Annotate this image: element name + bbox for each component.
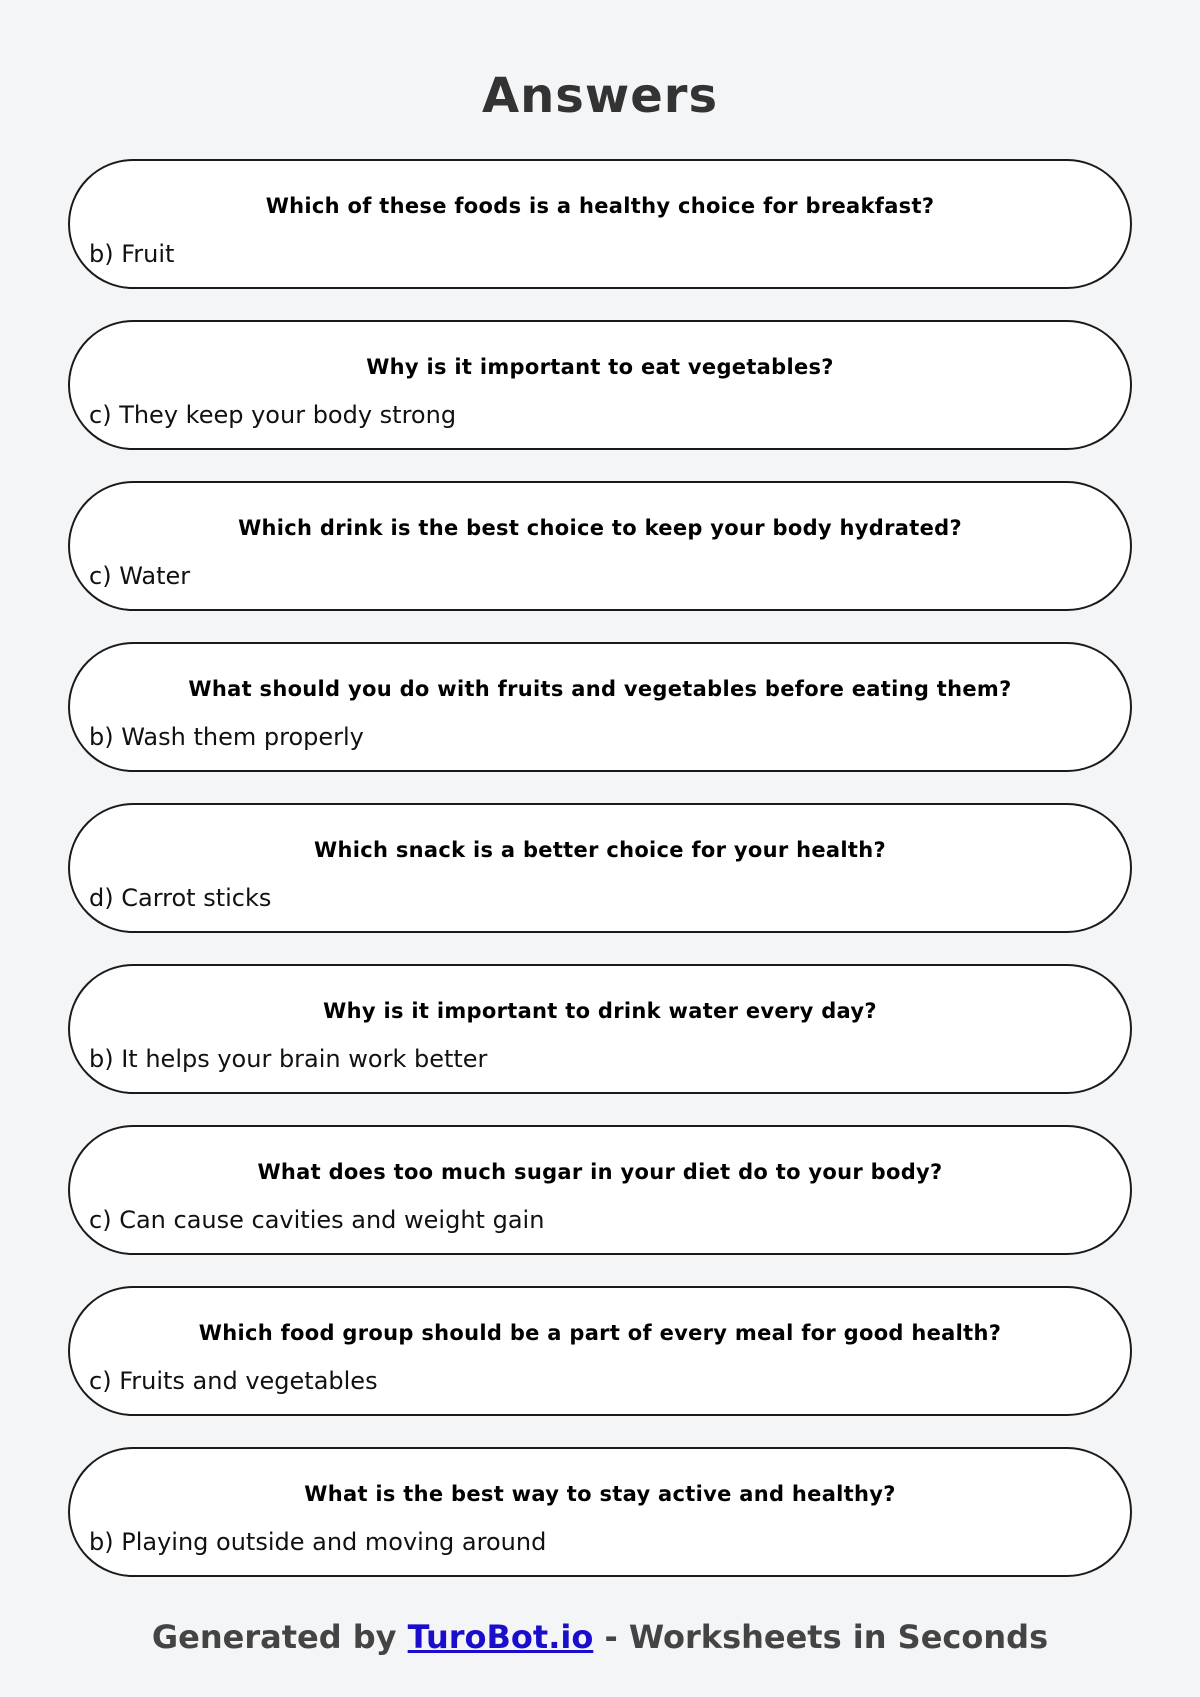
- answer-card: [68, 964, 1132, 1094]
- question-text: Which of these foods is a healthy choice for breakfast?: [265, 194, 935, 218]
- answer-text: b) It helps your brain work better: [89, 1045, 488, 1073]
- answer-card: [68, 159, 1132, 289]
- footer-suffix: - Worksheets in Seconds: [593, 1618, 1049, 1656]
- answer-card: [68, 1447, 1132, 1577]
- turobot-link[interactable]: TuroBot.io: [407, 1618, 594, 1656]
- question-text: What is the best way to stay active and healthy?: [304, 1482, 896, 1506]
- answer-text: b) Wash them properly: [89, 723, 364, 751]
- answer-card: [68, 1286, 1132, 1416]
- page-title: Answers: [481, 68, 719, 124]
- answer-text: b) Fruit: [89, 240, 175, 268]
- answer-card: [68, 642, 1132, 772]
- answer-card: [68, 803, 1132, 933]
- answer-text: c) They keep your body strong: [89, 401, 457, 429]
- answer-text: c) Water: [89, 562, 191, 590]
- question-text: What should you do with fruits and vegetables before eating them?: [188, 677, 1012, 701]
- question-text: Why is it important to eat vegetables?: [366, 355, 834, 379]
- footer: [0, 1618, 1200, 1656]
- question-text: Which food group should be a part of every meal for good health?: [198, 1321, 1002, 1345]
- question-text: Why is it important to drink water every day?: [323, 999, 877, 1023]
- answer-card: [68, 320, 1132, 450]
- answer-card: [68, 481, 1132, 611]
- question-text: What does too much sugar in your diet do to your body?: [257, 1160, 943, 1184]
- answer-text: c) Fruits and vegetables: [89, 1367, 378, 1395]
- question-text: Which snack is a better choice for your health?: [314, 838, 886, 862]
- answer-card: [68, 1125, 1132, 1255]
- answer-text: b) Playing outside and moving around: [89, 1528, 547, 1556]
- footer-prefix: Generated by: [151, 1618, 408, 1656]
- answer-text: d) Carrot sticks: [89, 884, 272, 912]
- answer-list: [68, 159, 1132, 1608]
- question-text: Which drink is the best choice to keep your body hydrated?: [238, 516, 962, 540]
- answer-text: c) Can cause cavities and weight gain: [89, 1206, 545, 1234]
